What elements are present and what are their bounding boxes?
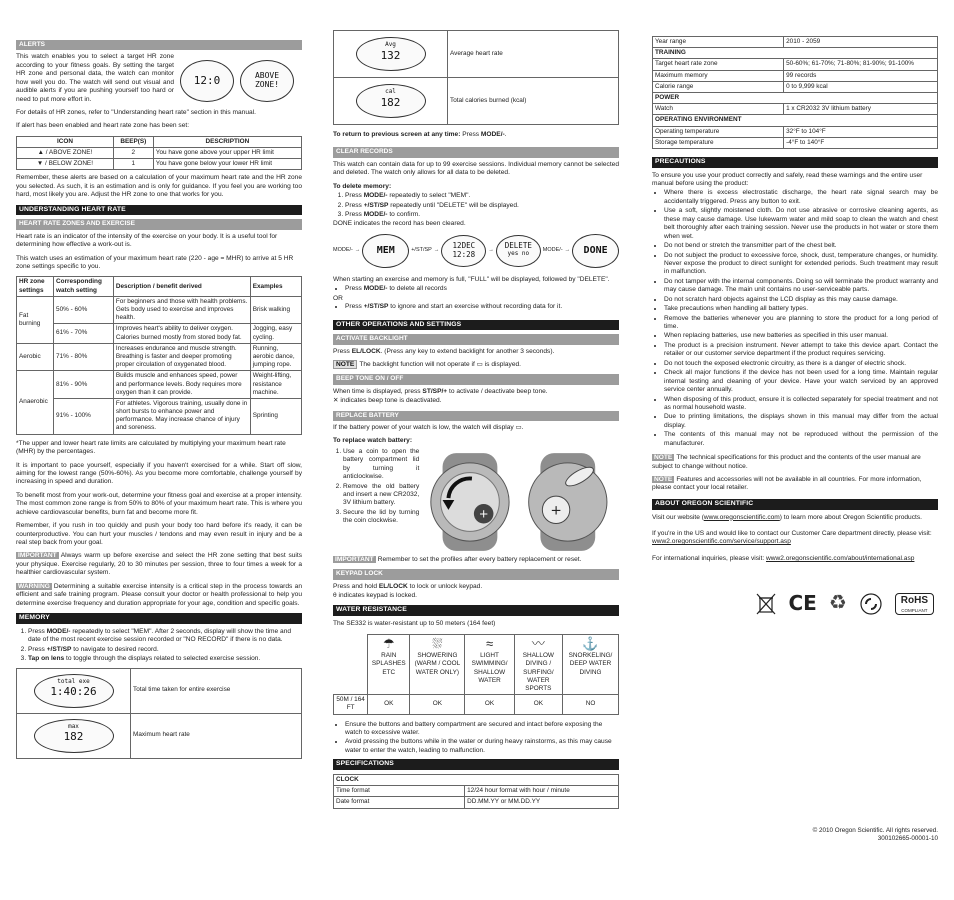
table-row xyxy=(17,371,302,399)
zone-anaerobic: Anaerobic xyxy=(17,371,54,434)
website-link[interactable]: www.oregonscientific.com xyxy=(703,513,780,521)
uhr-p6: Remember, if you rush in too quickly and push your body too hard before it's ready, it can be counterproductive. You can hurt your muscles / tendons and may even result in injury and be a real step back from your goal. xyxy=(16,522,302,546)
arrow-right-icon: → xyxy=(564,247,571,254)
list-item: • Do not tamper with the internal components. Doing so will terminate the product warranty and may cause damage. The main unit contains no user-serviceable parts. xyxy=(664,278,938,295)
rohs-sub: COMPLIANT xyxy=(901,607,928,613)
compliance-logos xyxy=(652,591,938,617)
clear-heading: CLEAR RECORDS xyxy=(333,147,619,157)
spec-value: 99 records xyxy=(784,70,938,81)
beep-off-icon: ✕ xyxy=(333,397,339,405)
list-item: • Do not touch the exposed electronic circuitry, as there is a danger of electric shock. xyxy=(664,360,938,368)
table-row xyxy=(653,115,938,126)
flow-mode-label: MODE/- xyxy=(333,247,353,254)
memory-display-table xyxy=(16,668,302,759)
backlight-text: Press EL/LOCK. (Press any key to extend backlight for another 3 seconds). xyxy=(333,347,555,355)
keypad-heading: KEYPAD LOCK xyxy=(333,569,619,579)
list-item: • Where there is excess electrostatic discharge, the heart rate signal search may be accidentally triggered. Press any button to exit. xyxy=(664,189,938,206)
max-hr-label: Maximum heart rate xyxy=(131,713,302,758)
backlight-note: NOTE The backlight function will not operate if ▭ is displayed. xyxy=(333,361,619,369)
alerts-p3: If alert has been enabled and heart rate zone has been set: xyxy=(16,122,190,130)
uhr-p4: It is important to pace yourself, especially if you haven't exercised for a while. Start off slow, aiming for the lowest range (50%-60%). As you become more comfortable, challenge yourself by increasing in speed and duration. xyxy=(16,461,302,486)
alert-displays xyxy=(180,53,294,109)
beep-heading: BEEP TONE ON / OFF xyxy=(333,374,619,384)
table-row xyxy=(653,70,938,81)
specs-clock-table xyxy=(333,774,619,809)
delete-steps xyxy=(333,192,619,219)
international-link[interactable]: www2.oregonscientific.com/about/international.asp xyxy=(765,554,915,562)
spec-group: OPERATING ENVIRONMENT xyxy=(653,115,938,126)
battery-important: IMPORTANT Remember to set the profiles after every battery replacement or reset. xyxy=(335,555,582,563)
list-item: • Do not subject the product to excessive force, shock, dust, temperature changes, or humidity. Never expose the product to direct sunlight for extended periods. Such treatment may result in malfunction. xyxy=(664,252,938,277)
above-beeps: 2 xyxy=(113,148,153,159)
lcd-avg-hr: Avg 132 xyxy=(356,37,426,71)
low-battery-icon: ▭ xyxy=(476,361,483,368)
battery-steps xyxy=(333,448,419,552)
battery-text: If the battery power of your watch is low, the watch will display ▭. xyxy=(333,423,524,431)
list-item: • Do not bend or stretch the transmitter part of the chest belt. xyxy=(664,242,938,250)
rohs-badge-icon xyxy=(895,593,934,616)
flow-lcd-mem: MEM xyxy=(362,234,409,268)
shower-icon: ⛆ xyxy=(432,635,443,651)
table-row xyxy=(334,774,619,785)
battery-heading: REPLACE BATTERY xyxy=(333,411,619,421)
th-zone: HR zone settings xyxy=(17,277,54,296)
battery-section xyxy=(333,448,619,556)
spec-value: 12/24 hour format with hour / minute xyxy=(465,786,619,797)
spec-label: Maximum memory xyxy=(653,70,784,81)
or-label: OR xyxy=(333,294,343,302)
spec-value: 32°F to 104°F xyxy=(784,126,938,137)
to-delete-label: To delete memory: xyxy=(333,182,392,190)
water-table xyxy=(333,634,619,715)
zone-desc: Increases endurance and muscle strength. Breathing is faster and deeper promoting proper circulation of oxygenated blood. xyxy=(113,343,250,371)
zone-example: Running, aerobic dance, jumping rope. xyxy=(250,343,301,371)
zone-setting: 71% - 80% xyxy=(54,343,114,371)
table-row xyxy=(653,37,938,48)
important-text: Always warm up before exercise and select the HR zone setting that best suits your physique. Exercise regularly, 20 to 30 minutes per session, three to four times a week for a healthier cardiovascular system. xyxy=(16,552,302,577)
flow-lcd-delete: DELETE yes no xyxy=(496,235,541,267)
zone-setting: 50% - 60% xyxy=(54,296,114,324)
column-2 xyxy=(333,30,619,809)
list-item: • Do not scratch hard objects against the LCD display as this may cause damage. xyxy=(664,296,938,304)
water-heading: WATER RESISTANCE xyxy=(333,605,619,616)
table-row xyxy=(334,31,619,78)
spec-label: Watch xyxy=(653,104,784,115)
zone-setting: 91% - 100% xyxy=(54,398,114,434)
beep-text: When time is displayed, press ST/SP/+ to activate / deactivate beep tone. xyxy=(333,387,548,395)
zone-fat-burning: Fat burning xyxy=(17,296,54,343)
flow-st-label: +/ST/SP xyxy=(411,247,432,254)
list-item: • Ensure the buttons and battery compartment are secured and intact before exposing the watch to excessive water. xyxy=(345,721,619,738)
spec-value: 2010 - 2059 xyxy=(784,37,938,48)
table-row xyxy=(653,48,938,59)
table-row xyxy=(653,137,938,148)
precautions-note-1: NOTE The technical specifications for this product and the contents of the user manual are subject to change without notice. xyxy=(652,454,921,470)
zone-example: Brisk walking xyxy=(250,296,301,324)
battery-replacement-illustration xyxy=(423,448,619,556)
table-row xyxy=(653,81,938,92)
spec-label: Year range xyxy=(653,37,784,48)
flow-lcd-done: DONE xyxy=(572,234,619,268)
spec-value: 50-60%; 61-70%; 71-80%; 81-90%; 91-100% xyxy=(784,59,938,70)
alerts-p2: For details of HR zones, refer to "Understanding heart rate" section in this manual. xyxy=(16,108,256,116)
arrow-right-icon: → xyxy=(433,247,440,254)
rating-cell: OK xyxy=(465,695,514,714)
table-row xyxy=(334,695,619,714)
arrow-right-icon: → xyxy=(354,247,361,254)
table-row xyxy=(17,398,302,434)
part-number: 300102665-00001-10 xyxy=(877,834,938,842)
list-item: 2. Press +/ST/SP to navigate to desired record. xyxy=(28,646,302,654)
other-ops-heading: OTHER OPERATIONS AND SETTINGS xyxy=(333,320,619,331)
support-link[interactable]: www2.oregonscientific.com/service/support.asp xyxy=(652,538,791,546)
list-item: 3. Tap on lens to toggle through the displays related to selected exercise session. xyxy=(28,655,302,663)
water-bullets xyxy=(333,721,619,756)
warning-note xyxy=(16,583,302,608)
zone-desc: For beginners and those with health problems. Gets body used to exercise and improves health. xyxy=(113,296,250,324)
watch-back-closed-icon xyxy=(529,453,607,551)
alert-lcd-above: ABOVE ZONE! xyxy=(240,60,294,102)
table-row xyxy=(653,104,938,115)
watch-back-open-icon xyxy=(431,453,509,551)
about-p3: For international inquiries, please visit: www2.oregonscientific.com/about/international.asp xyxy=(652,554,915,562)
zone-example: Sprinting xyxy=(250,398,301,434)
table-row xyxy=(17,159,302,170)
return-note: To return to previous screen at any time: Press MODE/-. xyxy=(333,131,507,138)
list-item: • When disposing of this product, ensure it is collected separately for special treatment and not as normal household waste. xyxy=(664,396,938,413)
list-item: 2. Remove the old battery and insert a new CR2032, 3V lithium battery. xyxy=(343,483,419,508)
precautions-intro: To ensure you use your product correctly and safely, read these warnings and the entire user manual before using the product: xyxy=(652,171,923,187)
uhr-heading: UNDERSTANDING HEART RATE xyxy=(16,205,302,216)
list-item: • Avoid pressing the buttons while in the water or during heavy rainstorms, as this may cause water to enter the watch, leading to malfunction. xyxy=(345,738,619,755)
memory-heading: MEMORY xyxy=(16,613,302,624)
list-item: 1. Press MODE/- repeatedly to select "MEM". xyxy=(345,192,619,200)
table-row xyxy=(17,148,302,159)
rain-icon: ☂ xyxy=(382,635,395,651)
arrow-right-icon: → xyxy=(488,247,494,254)
list-item: 1. Use a coin to open the battery compartment lid by turning it anticlockwise. xyxy=(343,448,419,482)
list-item: • The contents of this manual may not be reproduced without the permission of the manufacturer. xyxy=(664,431,938,448)
table-row xyxy=(334,634,619,695)
table-row xyxy=(653,126,938,137)
list-item: 1. Press MODE/- repeatedly to select "MEM". After 2 seconds, display will show the time and date of the most recent exercise session recorded or "NO RECORD" if there is no data. xyxy=(28,628,302,645)
spec-value: 0 to 9,999 kcal xyxy=(784,81,938,92)
important-tag: IMPORTANT xyxy=(18,552,57,560)
dive-label: SNORKELING/ DEEP WATER DIVING xyxy=(568,652,613,676)
surfing-icon: 〰 xyxy=(531,635,545,651)
list-item: • Use a soft, slightly moistened cloth. Do not use abrasive or corrosive cleaning agents, as these may cause damage. Use lukewarm water and mild soap to clean the watch and chest belt thoroughly after each training session. Never use the products in hot water or store them when wet. xyxy=(664,207,938,241)
alerts-p1: This watch enables you to select a target HR zone according to your fitness goals. By setting the target HR zone and personal data, the watch can monitor how well you do. The watch will send out visual and audible alerts if you are pushing yourself too hard or need to put more effort in. xyxy=(16,53,174,103)
about-heading: ABOUT OREGON SCIENTIFIC xyxy=(652,499,938,510)
rain-label: RAIN SPLASHES ETC xyxy=(371,652,406,676)
empty-cell xyxy=(334,634,368,695)
table-row xyxy=(334,786,619,797)
list-item: • Press +/ST/SP to ignore and start an exercise without recording data for it. xyxy=(345,303,619,311)
lock-icon: θ xyxy=(333,592,337,599)
warning-tag: WARNING xyxy=(18,582,50,590)
beep-off-text: ✕ indicates beep tone is deactivated. xyxy=(333,397,442,405)
alert-table xyxy=(16,136,302,171)
hr-zone-table xyxy=(16,276,302,434)
spec-group: TRAINING xyxy=(653,48,938,59)
below-desc: You have gone below your lower HR limit xyxy=(153,159,301,170)
spec-label: Date format xyxy=(334,797,465,808)
column-3 xyxy=(652,36,938,843)
table-row xyxy=(17,668,302,713)
swim-label: LIGHT SWIMMING/ SHALLOW WATER xyxy=(471,652,508,684)
spec-label: Calorie range xyxy=(653,81,784,92)
flow-lcd-date: 12DEC 12:28 xyxy=(441,235,486,267)
rating-cell: NO xyxy=(563,695,619,714)
svg-text:+: + xyxy=(550,502,563,519)
full-options-2 xyxy=(333,303,619,311)
table-row xyxy=(653,59,938,70)
svg-text:+: + xyxy=(479,506,489,521)
column-1 xyxy=(16,36,302,759)
spec-label: Target heart rate zone xyxy=(653,59,784,70)
precautions-heading: PRECAUTIONS xyxy=(652,157,938,168)
list-item: • Take precautions when handling all battery types. xyxy=(664,305,938,313)
spec-value: -4°F to 140°F xyxy=(784,137,938,148)
above-desc: You have gone above your upper HR limit xyxy=(153,148,301,159)
zone-desc: For athletes. Vigorous training, usually done in short bursts to enhance power and performance. May increase chance of injury and soreness. xyxy=(113,398,250,434)
total-time-label: Total time taken for entire exercise xyxy=(131,668,302,713)
table-row xyxy=(17,343,302,371)
calories-label: Total calories burned (kcal) xyxy=(448,78,619,125)
uhr-p3: *The upper and lower heart rate limits are calculated by multiplying your maximum heart rate (MHR) by the percentages. xyxy=(16,439,286,456)
spec-label: Time format xyxy=(334,786,465,797)
th-icon: ICON xyxy=(17,136,114,147)
rating-cell: OK xyxy=(410,695,465,714)
specs-table xyxy=(652,36,938,149)
lcd-calories: cal 182 xyxy=(356,84,426,118)
specs-heading: SPECIFICATIONS xyxy=(333,759,619,770)
rohs-label: RoHS xyxy=(900,594,928,606)
list-item: 3. Secure the lid by turning the coin clockwise. xyxy=(343,509,419,526)
alerts-intro xyxy=(16,53,302,109)
th-beep: BEEP(S) xyxy=(113,136,153,147)
zone-setting: 81% - 90% xyxy=(54,371,114,399)
important-tag: IMPORTANT xyxy=(335,555,374,563)
list-item: 3. Press MODE/- to confirm. xyxy=(345,211,619,219)
memory-steps xyxy=(16,628,302,664)
zone-example: Weight-lifting, resistance machine. xyxy=(250,371,301,399)
memory-display-table-2 xyxy=(333,30,619,125)
backlight-heading: ACTIVATE BACKLIGHT xyxy=(333,334,619,344)
zone-aerobic: Aerobic xyxy=(17,343,54,371)
about-p1: Visit our website (www.oregonscientific.com) to learn more about Oregon Scientific products. xyxy=(652,513,922,521)
alerts-heading: ALERTS xyxy=(16,40,302,50)
delete-flow xyxy=(333,234,619,268)
low-battery-icon: ▭ xyxy=(515,423,522,431)
diving-icon: ⚓ xyxy=(582,635,599,651)
footer xyxy=(652,827,938,843)
ce-mark-icon: CE xyxy=(788,591,817,616)
full-note: When starting an exercise and memory is full, "FULL" will be displayed, followed by "DELETE". xyxy=(333,275,610,283)
avg-hr-label: Average heart rate xyxy=(448,31,619,78)
uhr-subheading: HEART RATE ZONES AND EXERCISE xyxy=(16,219,302,229)
spec-group: CLOCK xyxy=(334,774,619,785)
table-row xyxy=(653,92,938,103)
lcd-max-hr: max 182 xyxy=(34,719,114,753)
important-note xyxy=(16,552,302,577)
table-row xyxy=(334,797,619,808)
list-item: 2. Press +/ST/SP repeatedly until "DELETE" will be displayed. xyxy=(345,202,619,210)
recycle-icon: ♻ xyxy=(828,592,847,615)
green-dot-icon xyxy=(859,592,883,616)
about-p2: If you're in the US and would like to contact our Customer Care department directly, please visit: www2.oregonscientific.com/service/support.asp xyxy=(652,530,932,546)
below-beeps: 1 xyxy=(113,159,153,170)
full-options xyxy=(333,285,619,293)
spec-group: POWER xyxy=(653,92,938,103)
water-p1: The SE332 is water-resistant up to 50 meters (164 feet) xyxy=(333,620,496,628)
spec-value: DD.MM.YY or MM.DD.YY xyxy=(465,797,619,808)
table-row xyxy=(17,296,302,324)
th-description: Description / benefit derived xyxy=(113,277,250,296)
list-item: • Check all major functions if the device has not been used for a long time. Maintain regular internal testing and cleaning of your device. Have your watch serviced by an approved service center annually. xyxy=(664,369,938,394)
keypad-text: Press and hold EL/LOCK to lock or unlock keypad. xyxy=(333,582,483,590)
rating-cell: OK xyxy=(368,695,410,714)
uhr-p2: This watch uses an estimation of your maximum heart rate (220 - age = MHR) to arrive at 5 HR zone settings specific to you. xyxy=(16,254,294,270)
alerts-p4: Remember, these alerts are based on a calculation of your maximum heart rate and the HR zone you selected. As such, it is an estimation and is only for guidance. If you feel you are working too hard, most likely you are. Adjust the HR zone to one that works for you. xyxy=(16,174,302,199)
list-item: • When replacing batteries, use new batteries as specified in this user manual. xyxy=(664,332,938,340)
alert-lcd-time: 12:0 xyxy=(180,60,234,102)
zone-example: Jogging, easy cycling. xyxy=(250,324,301,343)
th-desc: DESCRIPTION xyxy=(153,136,301,147)
list-item: • The product is a precision instrument. Never attempt to take this device apart. Contact the retailer or our customer service department if the product requires servicing. xyxy=(664,342,938,359)
uhr-p5: To benefit most from your work-out, determine your fitness goal and exercise at a proper intensity. The most common zone range is from 50% to 80% of your maximum heart rate. This is where you achieve cardiovascular benefits, burn fat and become more fit. xyxy=(16,491,302,516)
table-row xyxy=(17,324,302,343)
clear-p1: This watch can contain data for up to 99 exercise sessions. Individual memory cannot be selected and deleted. The watch only allows for all data to be deleted. xyxy=(333,160,619,177)
shower-label: SHOWERING (WARM / COOL WATER ONLY) xyxy=(414,652,461,676)
done-note: DONE indicates the record has been cleared. xyxy=(333,220,466,228)
spec-label: Storage temperature xyxy=(653,137,784,148)
down-arrow-icon: ▼ xyxy=(36,160,44,168)
lcd-total-time: total exe 1:40:26 xyxy=(34,674,114,708)
above-zone-label: / ABOVE ZONE! xyxy=(45,149,93,156)
surf-label: SHALLOW DIVING / SURFING/ WATER SPORTS xyxy=(522,652,554,692)
flow-mode-label-2: MODE/- xyxy=(542,247,563,254)
depth-label: 50M / 164 FT xyxy=(334,695,368,714)
copyright: © 2010 Oregon Scientific. All rights reserved. xyxy=(812,826,938,834)
uhr-p1: Heart rate is an indicator of the intensity of the exercise on your body. It is a useful tool for determining how effective a work-out is. xyxy=(16,232,278,249)
table-row xyxy=(334,78,619,125)
spec-value: 1 x CR2032 3V lithium battery xyxy=(784,104,938,115)
zone-desc: Improves heart's ability to deliver oxygen. Calories burned mostly from stored body fat. xyxy=(113,324,250,343)
precautions-note-2: NOTE Features and accessories will not be available in all countries. For more information, please contact your local retailer. xyxy=(652,476,922,492)
zone-desc: Builds muscle and enhances speed, power and performance levels. Body requires more oxygen than it can provide. xyxy=(113,371,250,399)
note-tag: NOTE xyxy=(333,360,357,369)
th-setting: Corresponding watch setting xyxy=(54,277,114,296)
rating-cell: OK xyxy=(514,695,562,714)
below-zone-label: / BELOW ZONE! xyxy=(45,160,93,168)
replace-label: To replace watch battery: xyxy=(333,437,413,445)
note-tag: NOTE xyxy=(654,454,673,462)
list-item: • Due to printing limitations, the displays shown in this manual may differ from the actual display. xyxy=(664,413,938,430)
th-examples: Examples xyxy=(250,277,301,296)
zone-setting: 61% - 70% xyxy=(54,324,114,343)
table-row xyxy=(17,713,302,758)
keypad-lock-text: θ indicates keypad is locked. xyxy=(333,592,417,599)
warning-text: Determining a suitable exercise intensity is a critical step in the process towards an efficient and safe training program. Please consult your doctor or health professional to help you determine exercise frequency and duration appropriate for your age, condition and specific goals. xyxy=(16,582,302,607)
note-tag: NOTE xyxy=(654,476,673,483)
precautions-list xyxy=(652,189,938,448)
swimming-icon: ≈ xyxy=(485,635,494,651)
spec-label: Operating temperature xyxy=(653,126,784,137)
list-item: • Press MODE/- to delete all records xyxy=(345,285,619,293)
list-item: • Remove the batteries whenever you are planning to store the product for a long period of time. xyxy=(664,315,938,332)
up-arrow-icon: ▲ xyxy=(37,149,44,156)
weee-bin-icon xyxy=(756,592,776,616)
